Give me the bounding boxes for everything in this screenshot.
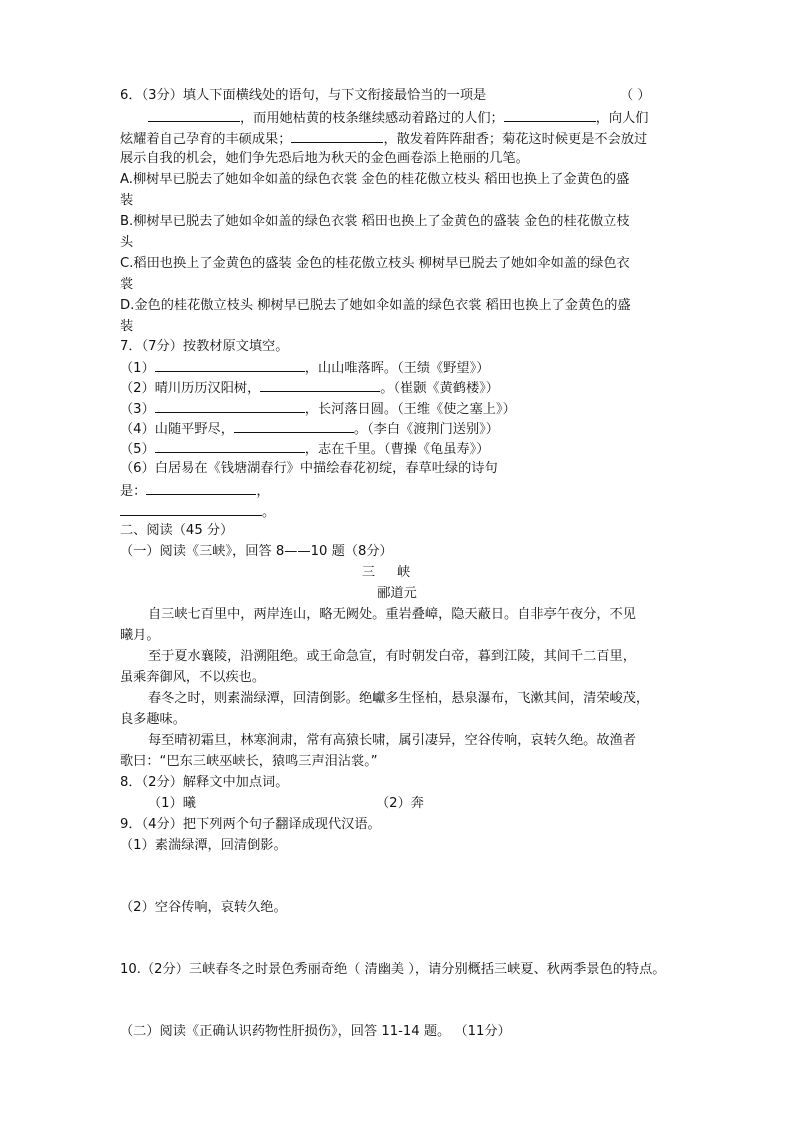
q8-word-2: （2）奔 [376,796,424,811]
blank[interactable] [146,480,256,495]
blank[interactable] [260,377,380,392]
q7-item-4: （4）山随平野尽， 。（李白《渡荆门送别》） [120,418,499,440]
reading-1-heading: （一）阅读《三峡》，回答 8——10 题（8分） [120,544,393,559]
q7-item-1: （1） ，山山唯落晖。（王绩《野望》） [120,357,489,379]
q7-item-6-line3: 。 [120,501,275,523]
q8-stem: 8．（2分）解释文中加点词。 [120,775,289,790]
q10-stem: 10.（2分）三峡春冬之时景色秀丽奇绝（ 清幽美 ），请分别概括三峡夏、秋两季景色的特点。 [120,962,666,977]
q6-option-a-cont: 装 [120,193,134,208]
blank[interactable] [291,128,383,143]
q7-item-5: （5） ，志在千里。（曹操《龟虽寿》） [120,438,489,460]
blank[interactable] [234,418,354,433]
q6-line2: 炫耀着自己孕育的丰硕成果； ，散发着阵阵甜香；菊花这时候更是不会放过 [120,128,647,150]
blank[interactable] [155,357,305,372]
q6-option-d: D.金色的桂花傲立枝头 柳树早已脱去了她如伞如盖的绿色衣裳 稻田也换上了金黄色的盛 [120,298,631,313]
section-2-heading: 二、阅读（45 分） [120,523,234,538]
blank[interactable] [148,107,240,122]
passage-title: 三峡 [361,565,433,580]
passage-paragraph-1: 自三峡七百里中，两岸连山，略无阙处。重岩叠嶂，隐天蔽日。自非亭午夜分，不见 [148,607,636,622]
blank[interactable] [155,438,305,453]
q6-option-c-cont: 裳 [120,277,134,292]
q6-line1: ，而用她枯黄的枝条继续感动着路过的人们； ，向人们 [148,107,649,129]
passage-paragraph-4-cont: 歌曰：“巴东三峡巫峡长，猿鸣三声泪沾裳。” [120,754,378,769]
q7-item-3: （3） ，长河落日圆。（王维《使之塞上》） [120,398,516,420]
q9-sentence-1: （1）素湍绿潭，回清倒影。 [120,838,287,853]
q7-item-6-line2: 是： ， [120,480,270,502]
q8-word-1: （1）曦 [148,796,196,811]
q7-item-2: （2）晴川历历汉阳树， 。（崔颢《黄鹤楼》） [120,377,499,399]
q7-item-6: （6）白居易在《钱塘湖春行》中描绘春花初绽，春草吐绿的诗句 [120,461,498,476]
passage-author: 郦道元 [377,586,417,601]
passage-paragraph-4: 每至晴初霜旦，林寒涧肃，常有高猿长啸，属引凄异，空谷传响，哀转久绝。故渔者 [148,733,636,748]
passage-paragraph-3: 春冬之时，则素湍绿潭，回清倒影。绝巘多生怪柏，悬泉瀑布，飞漱其间，清荣峻茂， [148,691,650,706]
passage-paragraph-3-cont: 良多趣味。 [120,712,186,727]
q6-option-d-cont: 装 [120,319,134,334]
passage-paragraph-1-cont: 曦月。 [120,628,160,643]
q7-stem: 7．（7分）按教材原文填空。 [120,339,289,354]
blank[interactable] [504,107,596,122]
q6-option-b-cont: 头 [120,235,134,250]
q9-sentence-2: （2）空谷传响，哀转久绝。 [120,900,287,915]
blank[interactable] [155,398,305,413]
reading-2-heading: （二）阅读《正确认识药物性肝损伤》，回答 11-14 题。 （11分） [120,1024,511,1039]
passage-paragraph-2: 至于夏水襄陵，沿溯阻绝。或王命急宣，有时朝发白帝，暮到江陵，其间千二百里， [148,649,636,664]
q6-option-b: B.柳树早已脱去了她如伞如盖的绿色衣裳 稻田也换上了金黄色的盛装 金色的桂花傲立枝 [120,214,630,229]
q6-answer-paren: （ ） [620,88,651,103]
blank[interactable] [120,501,262,516]
passage-paragraph-2-cont: 虽乘奔御风，不以疾也。 [120,670,266,685]
q6-line3: 展示自我的机会，她们争先恐后地为秋天的金色画卷添上艳丽的几笔。 [120,151,529,166]
q6-stem: 6．（3分）填人下面横线处的语句，与下文衔接最恰当的一项是 [120,88,487,103]
q6-option-a: A.柳树早已脱去了她如伞如盖的绿色衣裳 金色的桂花傲立枝头 稻田也换上了金黄色的盛 [120,172,630,187]
q9-stem: 9．（4分）把下列两个句子翻译成现代汉语。 [120,817,381,832]
q6-option-c: C.稻田也换上了金黄色的盛装 金色的桂花傲立枝头 柳树早已脱去了她如伞如盖的绿色衣 [120,256,630,271]
